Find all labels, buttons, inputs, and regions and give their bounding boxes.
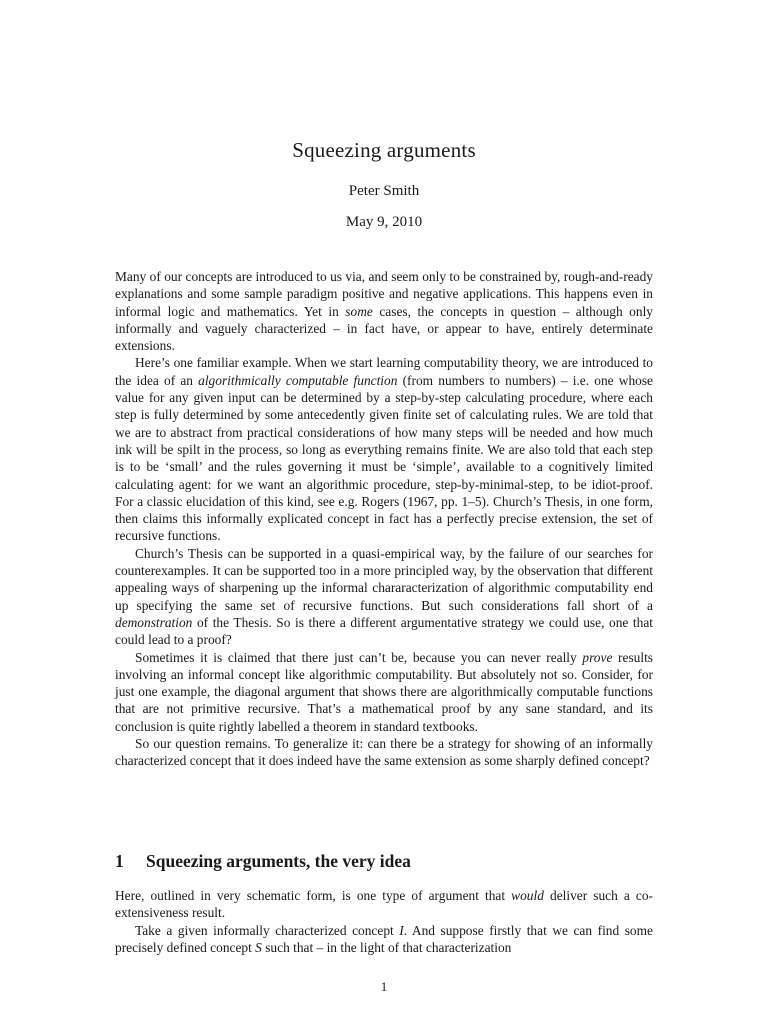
- intro-paragraph-2: Here’s one familiar example. When we start learning computability theory, we are introduced to the idea of an algorithmically computable function (from numbers to numbers) – i.e. one whose value for any given input can be determined by a step-by-step calculating procedure, where each step is fully determined by some antecedently given finite set of calculating rules. We are told that we are to abstract from practical considerations of how many steps will be needed and how much ink will be spilt in the process, so long as everything remains finite. We are also told that each step is to be ‘small’ and the rules governing it must be ‘simple’, available to a cognitively limited calculating agent: for we want an algorithmic procedure, step-by-minimal-step, to be idiot-proof. For a classic elucidation of this kind, see e.g. Rogers (1967, pp. 1–5). Church’s Thesis, in one form, then claims this informally explicated concept in fact has a perfectly precise extension, the set of recursive functions.: [115, 355, 653, 544]
- intro-paragraph-3: Church’s Thesis can be supported in a quasi-empirical way, by the failure of our searches for counterexamples. It can be supported too in a more principled way, by the observation that different appealing ways of sharpening up the informal chararacterization of algorithmic computability end up specifying the same set of recursive functions. But such considerations fall short of a demonstration of the Thesis. So is there a different argumentative strategy we could use, one that could lead to a proof?: [115, 545, 653, 648]
- intro-paragraph-1: Many of our concepts are introduced to us via, and seem only to be constrained by, rough-and-ready explanations and some sample paradigm positive and negative applications. This happens even in informal logic and mathematics. Yet in some cases, the concepts in question – although only informally and vaguely characterized – in fact have, or appear to have, entirely determinate extensions.: [115, 269, 653, 354]
- paper-title: Squeezing arguments: [292, 138, 476, 162]
- section-1-heading: [115, 851, 653, 872]
- page-number: 1: [380, 979, 388, 994]
- section-title: Squeezing arguments, the very idea: [146, 851, 411, 871]
- paper-date: May 9, 2010: [345, 214, 423, 230]
- section-1-paragraph-2: Take a given informally characterized concept I. And suppose firstly that we can find some precisely defined concept S such that – in the light of that characterization: [115, 922, 653, 955]
- introduction-body: [115, 268, 653, 770]
- intro-paragraph-4: Sometimes it is claimed that there just can’t be, because you can never really prove results involving an informal concept like algorithmic computability. But absolutely not so. Consider, for just one example, the diagonal argument that shows there are algorithmically computable functions that are not primitive recursive. That’s a mathematical proof by any sane standard, and its conclusion is quite rightly labelled a theorem in standard textbooks.: [115, 649, 654, 734]
- paper-author: Peter Smith: [348, 183, 420, 199]
- section-number: 1: [115, 851, 124, 871]
- section-1-paragraph-1: Here, outlined in very schematic form, is one type of argument that would deliver such a co-extensiveness result.: [115, 888, 653, 921]
- intro-paragraph-5: So our question remains. To generalize it: can there be a strategy for showing of an informally characterized concept that it does indeed have the same extension as some sharply defined concept?: [115, 736, 653, 769]
- section-1-body: [115, 887, 653, 956]
